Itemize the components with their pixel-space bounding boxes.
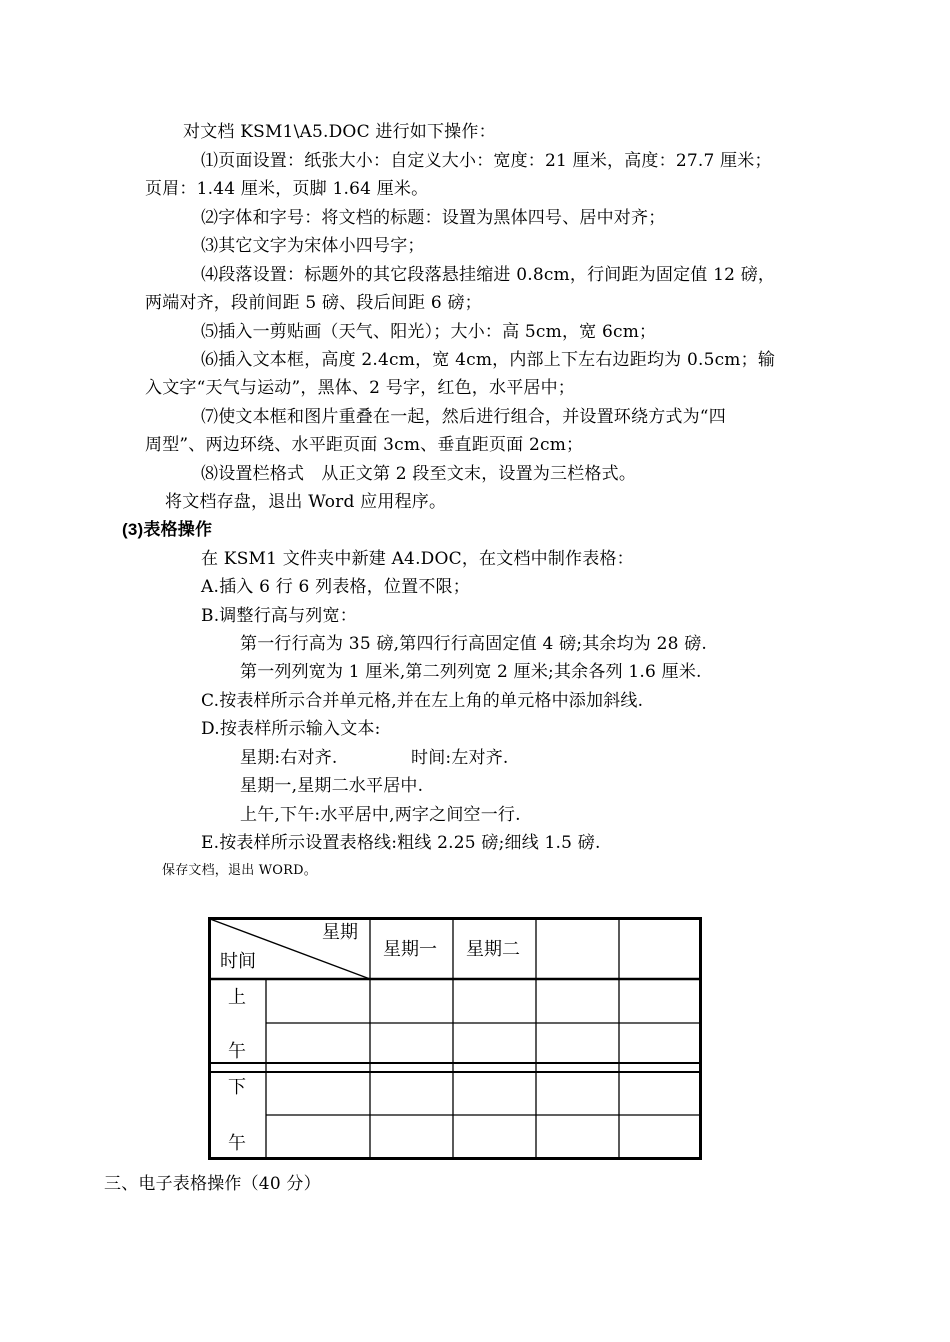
- item-paragraph: ⑷段落设置：标题外的其它段落悬挂缩进 0.8cm，行间距为固定值 12 磅，: [201, 265, 776, 285]
- cell-am-top: 上: [228, 987, 246, 1008]
- cell-pm-top: 下: [228, 1077, 246, 1098]
- item-columns: ⑻设置栏格式 从正文第 2 段至文末，设置为三栏格式。: [201, 464, 637, 484]
- table-step-d1a: 星期:右对齐.: [240, 748, 338, 768]
- section-heading-table: (3)表格操作: [122, 520, 213, 539]
- sample-table: [208, 917, 702, 1161]
- table-step-b1: 第一行行高为 35 磅,第四行行高固定值 4 磅;其余均为 28 磅.: [240, 634, 708, 654]
- item-font: ⑵字体和字号：将文档的标题：设置为黑体四号、居中对齐；: [201, 208, 666, 228]
- item-other-text: ⑶其它文字为宋体小四号字；: [201, 236, 425, 256]
- table-step-e: E.按表样所示设置表格线:粗线 2.25 磅;细线 1.5 磅.: [201, 833, 601, 853]
- cell-header-time: 时间: [220, 951, 256, 972]
- table-step-d3: 上午,下午:水平居中,两字之间空一行.: [240, 805, 521, 825]
- table-outer-border: [210, 919, 701, 1159]
- item-page-setup-cont: 页眉：1.44 厘米，页脚 1.64 厘米。: [145, 179, 429, 199]
- item-paragraph-cont: 两端对齐，段前间距 5 磅、段后间距 6 磅；: [145, 293, 482, 313]
- table-step-d1b: 时间:左对齐.: [411, 748, 509, 768]
- save-instruction-word: 保存文档，退出 WORD。: [162, 863, 317, 878]
- item-group: ⑺使文本框和图片重叠在一起，然后进行组合，并设置环绕方式为“四: [201, 407, 726, 427]
- table-step-a: A.插入 6 行 6 列表格，位置不限；: [201, 577, 470, 597]
- table-step-d2: 星期一,星期二水平居中.: [240, 776, 424, 796]
- table-step-b: B.调整行高与列宽：: [201, 606, 357, 626]
- cell-pm-bottom: 午: [228, 1133, 246, 1154]
- item-clipart: ⑸插入一剪贴画（天气、阳光）；大小：高 5cm，宽 6cm；: [201, 322, 657, 342]
- intro-line: 对文档 KSM1\A5.DOC 进行如下操作：: [183, 122, 496, 142]
- save-instruction: 将文档存盘，退出 Word 应用程序。: [165, 492, 447, 512]
- cell-header-week: 星期: [322, 922, 358, 943]
- item-textbox-cont: 入文字“天气与运动”，黑体、2 号字，红色，水平居中；: [145, 378, 576, 398]
- item-textbox: ⑹插入文本框，高度 2.4cm，宽 4cm，内部上下左右边距均为 0.5cm；输: [201, 350, 776, 370]
- cell-tuesday: 星期二: [466, 939, 520, 960]
- table-intro: 在 KSM1 文件夹中新建 A4.DOC，在文档中制作表格：: [201, 549, 634, 569]
- table-step-b2: 第一列列宽为 1 厘米,第二列列宽 2 厘米;其余各列 1.6 厘米.: [240, 662, 702, 682]
- cell-am-bottom: 午: [228, 1041, 246, 1062]
- cell-monday: 星期一: [383, 939, 437, 960]
- item-page-setup: ⑴页面设置：纸张大小：自定义大小：宽度：21 厘米，高度：27.7 厘米；: [201, 151, 772, 171]
- item-group-cont: 周型”、两边环绕、水平距页面 3cm、垂直距页面 2cm；: [145, 435, 584, 455]
- sample-table-grid: [208, 917, 702, 1161]
- section-heading-spreadsheet: 三、电子表格操作（40 分）: [104, 1174, 321, 1194]
- table-step-c: C.按表样所示合并单元格,并在左上角的单元格中添加斜线.: [201, 691, 644, 711]
- table-step-d: D.按表样所示输入文本:: [201, 719, 381, 739]
